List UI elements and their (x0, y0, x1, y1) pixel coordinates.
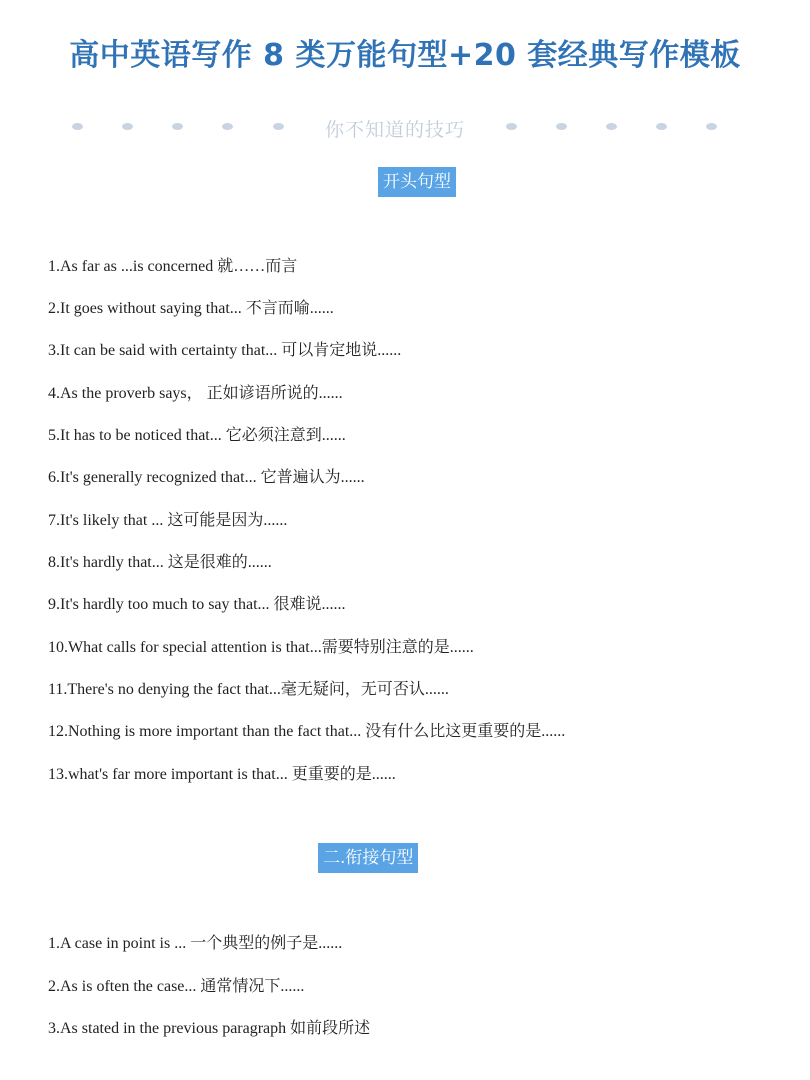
list-item: 6.It's generally recognized that... 它普遍认为...... (48, 469, 365, 486)
list-item: 8.It's hardly that... 这是很难的...... (48, 554, 272, 571)
dot-icon (222, 123, 233, 130)
dot-icon (706, 123, 717, 130)
list-item: 13.what's far more important is that... 更重要的是...... (48, 766, 396, 783)
list-item: 7.It's likely that ... 这可能是因为...... (48, 512, 288, 529)
list-item: 9.It's hardly too much to say that... 很难说...... (48, 596, 346, 613)
dot-icon (656, 123, 667, 130)
section-header-opening: 开头句型 (378, 167, 456, 197)
list-item: 2.As is often the case... 通常情况下...... (48, 978, 305, 995)
list-item: 1.A case in point is ... 一个典型的例子是...... (48, 935, 343, 952)
list-item: 11.There's no denying the fact that...毫无疑问，无可否认...... (48, 681, 449, 698)
list-item: 5.It has to be noticed that... 它必须注意到...... (48, 427, 346, 444)
list-item: 4.As the proverb says， 正如谚语所说的...... (48, 385, 343, 402)
dot-icon (556, 123, 567, 130)
dot-icon (506, 123, 517, 130)
dot-icon (172, 123, 183, 130)
page-title: 高中英语写作 8 类万能句型+20 套经典写作模板 (69, 38, 741, 73)
list-item: 1.As far as ...is concerned 就……而言 (48, 258, 298, 275)
list-item: 2.It goes without saying that... 不言而喻...... (48, 300, 334, 317)
list-item: 10.What calls for special attention is that...需要特别注意的是...... (48, 639, 474, 656)
dot-icon (606, 123, 617, 130)
list-item: 12.Nothing is more important than the fact that... 没有什么比这更重要的是...... (48, 723, 566, 740)
decorative-divider (0, 113, 810, 141)
dot-icon (122, 123, 133, 130)
section-header-transition: 二.衔接句型 (318, 843, 418, 873)
subtitle: 你不知道的技巧 (324, 119, 465, 141)
dot-icon (72, 123, 83, 130)
list-item: 3.As stated in the previous paragraph 如前段所述 (48, 1020, 371, 1037)
list-item: 3.It can be said with certainty that... 可以肯定地说...... (48, 342, 402, 359)
